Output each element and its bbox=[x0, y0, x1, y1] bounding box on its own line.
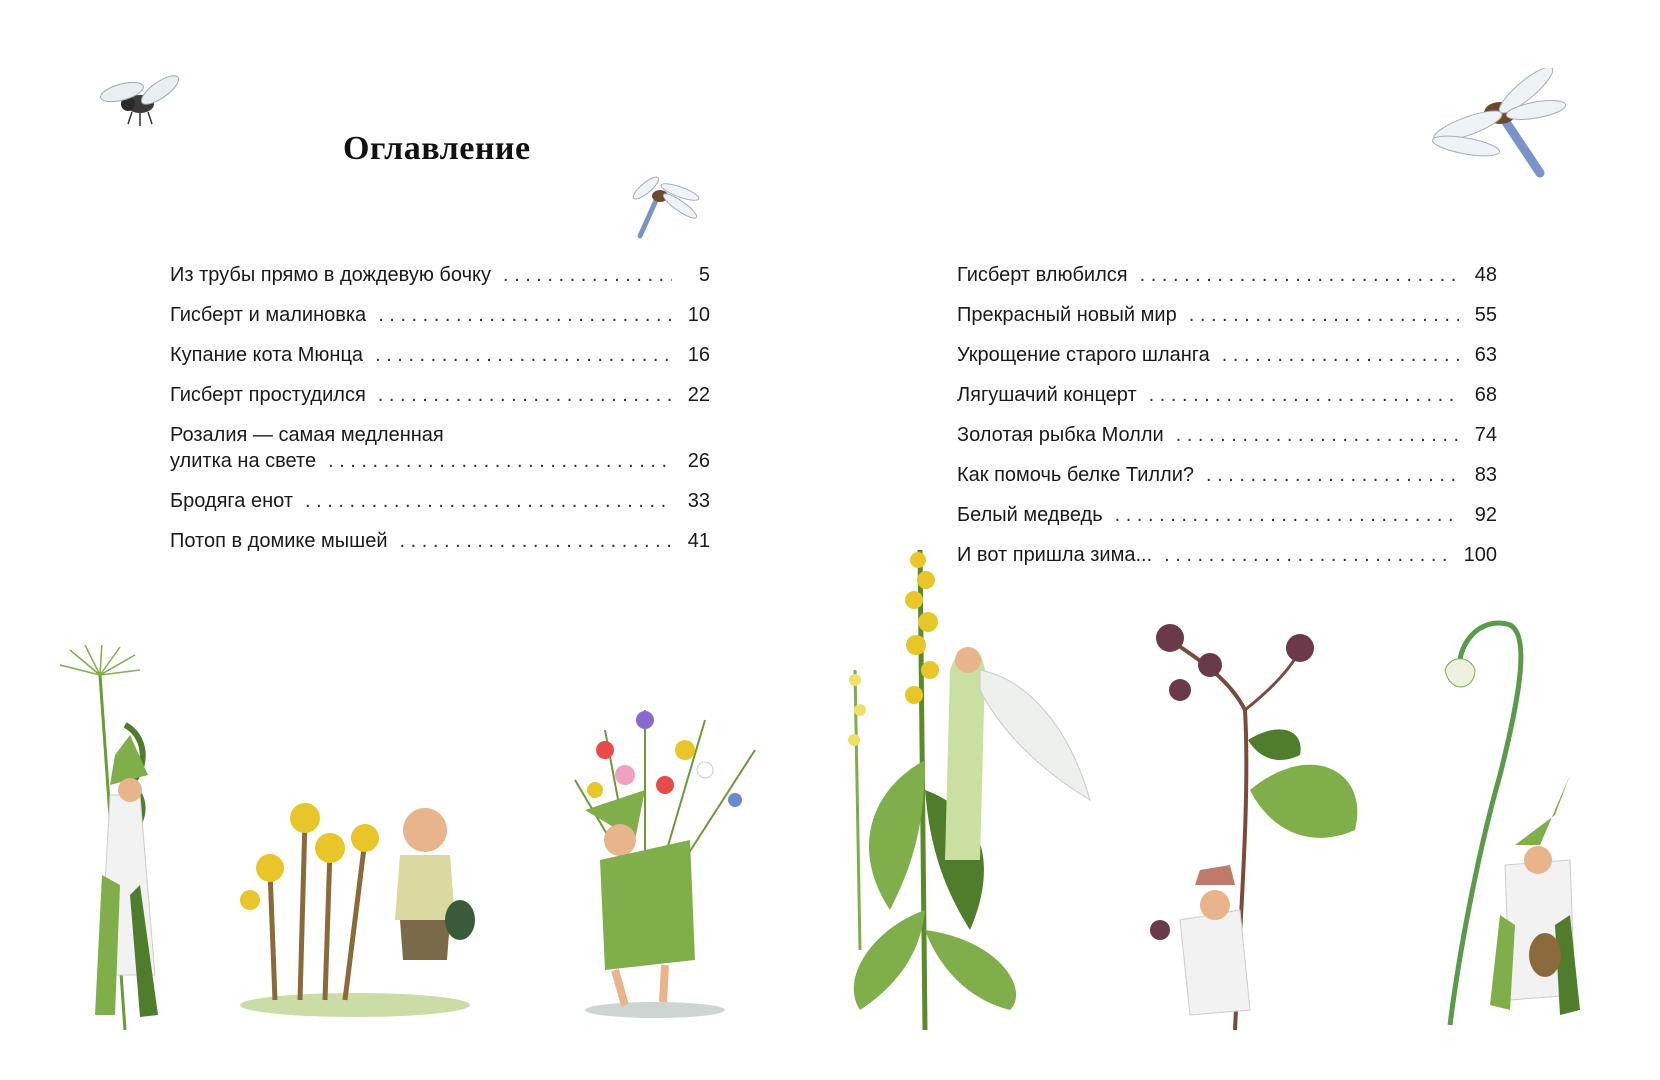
toc-entry[interactable] bbox=[957, 342, 1497, 368]
dot-leader bbox=[1149, 382, 1459, 408]
dot-leader bbox=[400, 528, 672, 554]
fly-icon bbox=[82, 62, 192, 132]
dot-leader bbox=[1222, 342, 1459, 368]
toc-entry-title-line2: улитка на свете bbox=[170, 450, 317, 472]
toc-page-number: 5 bbox=[698, 264, 710, 286]
toc-entry-title: Купание кота Мюнца bbox=[170, 344, 364, 366]
goblin-with-coltsfoot bbox=[235, 790, 485, 1020]
toc-entry[interactable] bbox=[170, 382, 710, 408]
toc-entry[interactable] bbox=[170, 528, 710, 554]
toc-entry-title: Гисберт влюбился bbox=[957, 264, 1128, 286]
dot-leader bbox=[1176, 422, 1459, 448]
toc-entry-title: Из трубы прямо в дождевую бочку bbox=[170, 264, 491, 286]
toc-page-number: 63 bbox=[1474, 344, 1497, 366]
dot-leader bbox=[375, 342, 672, 368]
dot-leader bbox=[328, 448, 672, 474]
fairy-with-mullein bbox=[830, 530, 1120, 1040]
gnome-with-bouquet bbox=[545, 690, 795, 1020]
toc-entry[interactable] bbox=[957, 502, 1497, 528]
toc-left-column bbox=[170, 262, 710, 568]
toc-entry[interactable] bbox=[170, 342, 710, 368]
toc-entry-title: Золотая рыбка Молли bbox=[957, 424, 1164, 446]
toc-entry[interactable] bbox=[170, 262, 710, 288]
toc-page-number: 10 bbox=[687, 304, 710, 326]
toc-page-number: 41 bbox=[687, 530, 710, 552]
gnome-with-burdock bbox=[1130, 620, 1380, 1040]
dot-leader bbox=[1115, 502, 1459, 528]
dot-leader bbox=[1206, 462, 1459, 488]
dragonfly-icon bbox=[1430, 68, 1570, 183]
dot-leader bbox=[1164, 542, 1453, 568]
toc-page-number: 22 bbox=[687, 384, 710, 406]
toc-entry-title: И вот пришла зима... bbox=[957, 544, 1153, 566]
toc-page-number: 26 bbox=[687, 450, 710, 472]
toc-entry-title: Лягушачий концерт bbox=[957, 384, 1137, 406]
dot-leader bbox=[378, 302, 672, 328]
toc-page-number: 16 bbox=[687, 344, 710, 366]
dot-leader bbox=[378, 382, 672, 408]
toc-entry-title-line1: Розалия — самая медленная bbox=[170, 424, 444, 446]
dot-leader bbox=[503, 262, 672, 288]
toc-page-number: 100 bbox=[1463, 544, 1497, 566]
toc-entry-title: Прекрасный новый мир bbox=[957, 304, 1177, 326]
toc-entry[interactable] bbox=[170, 422, 710, 474]
toc-page-number: 48 bbox=[1474, 264, 1497, 286]
page-title: Оглавление bbox=[343, 130, 531, 167]
toc-entry-title: Белый медведь bbox=[957, 504, 1103, 526]
dot-leader bbox=[1189, 302, 1459, 328]
toc-page-number: 92 bbox=[1474, 504, 1497, 526]
toc-entry[interactable] bbox=[957, 422, 1497, 448]
dragonfly-icon bbox=[628, 176, 708, 246]
toc-entry-title: Бродяга енот bbox=[170, 490, 293, 512]
toc-entry-title: Как помочь белке Тилли? bbox=[957, 464, 1195, 486]
dot-leader bbox=[1140, 262, 1459, 288]
toc-entry[interactable] bbox=[957, 382, 1497, 408]
toc-page-number: 83 bbox=[1474, 464, 1497, 486]
toc-entry[interactable] bbox=[170, 302, 710, 328]
toc-entry[interactable] bbox=[957, 262, 1497, 288]
toc-entry[interactable] bbox=[170, 488, 710, 514]
gnome-with-stalk bbox=[1420, 615, 1600, 1045]
gnome-with-umbel bbox=[30, 645, 180, 1035]
toc-entry-title: Укрощение старого шланга bbox=[957, 344, 1210, 366]
toc-entry[interactable] bbox=[957, 302, 1497, 328]
toc-entry-title: Гисберт простудился bbox=[170, 384, 366, 406]
toc-page-number: 55 bbox=[1474, 304, 1497, 326]
toc-page-number: 68 bbox=[1474, 384, 1497, 406]
toc-entry-title: Потоп в домике мышей bbox=[170, 530, 388, 552]
toc-page-number: 33 bbox=[687, 490, 710, 512]
dot-leader bbox=[305, 488, 672, 514]
toc-page-number: 74 bbox=[1474, 424, 1497, 446]
toc-entry-title: Гисберт и малиновка bbox=[170, 304, 367, 326]
toc-entry[interactable] bbox=[957, 462, 1497, 488]
